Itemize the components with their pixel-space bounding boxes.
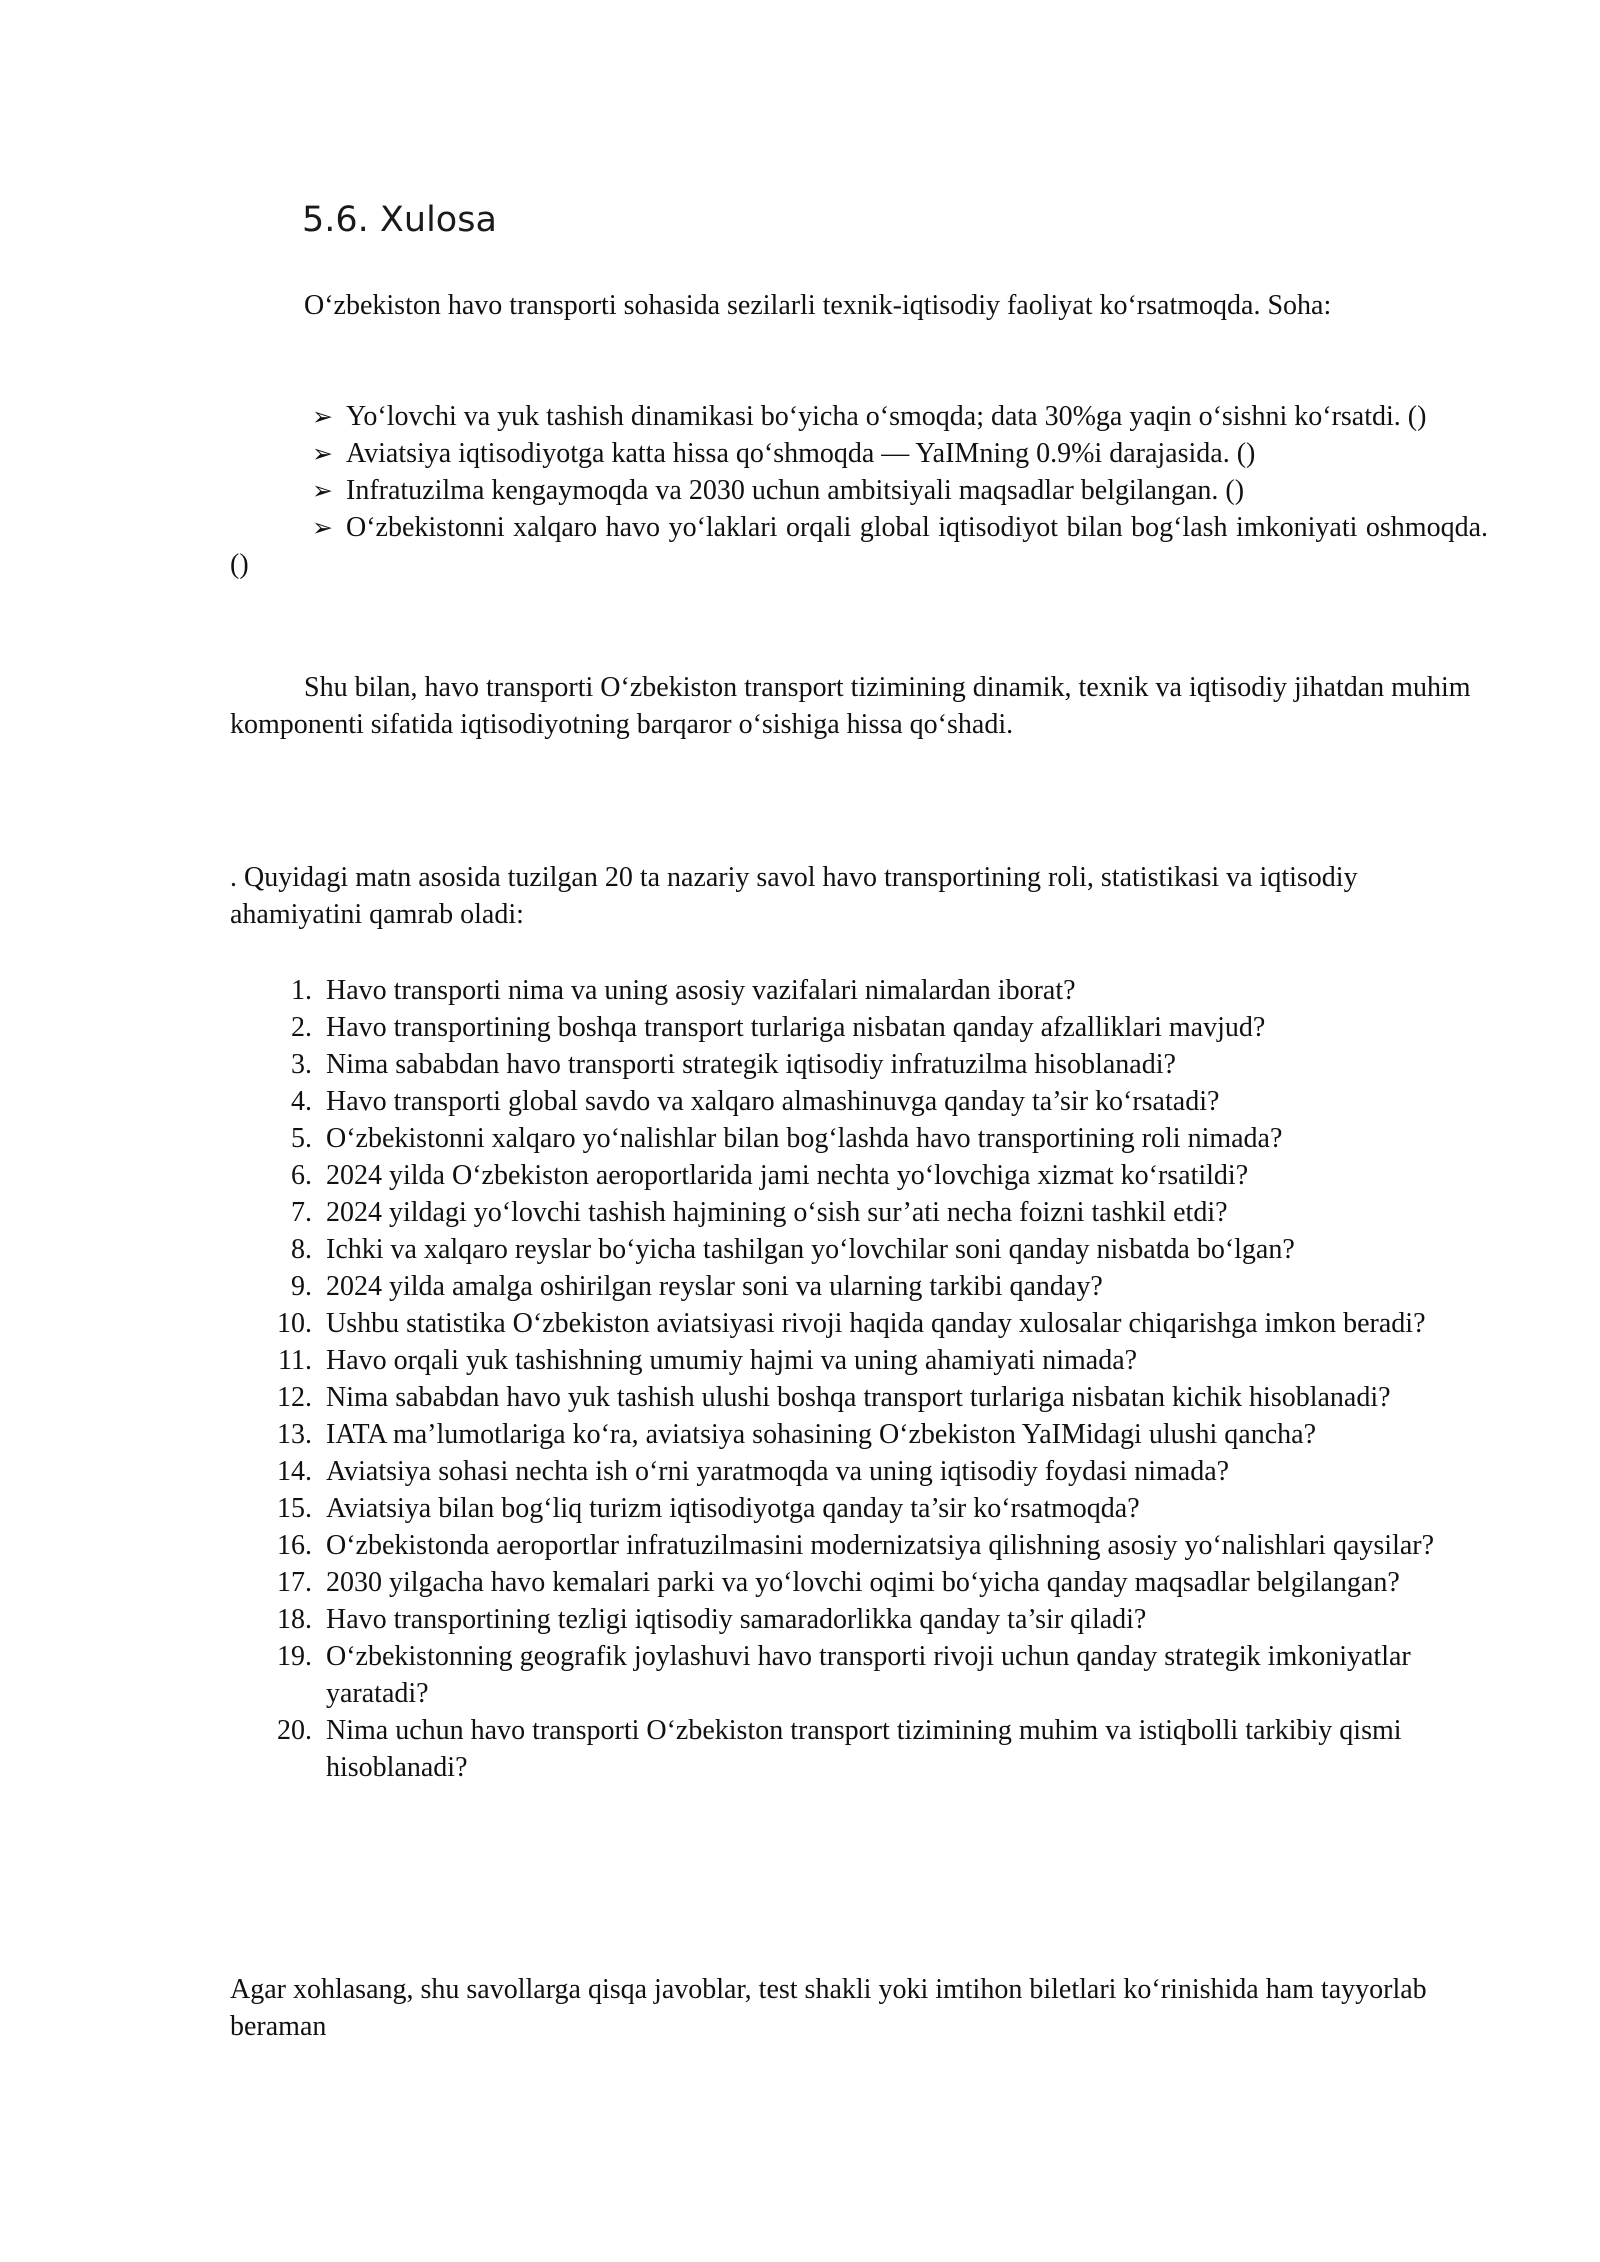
arrow-bullet-icon: ➢: [312, 513, 333, 542]
question-number: 14.: [277, 1456, 312, 1487]
arrow-bullet-icon: ➢: [312, 439, 333, 468]
question-number: 15.: [277, 1493, 312, 1524]
question-text: Havo transportining tezligi iqtisodiy samaradorlikka qanday ta’sir qiladi?: [326, 1604, 1147, 1635]
question-number: 10.: [277, 1308, 312, 1339]
arrow-bullet-icon: ➢: [312, 476, 333, 505]
question-item: [230, 1601, 1500, 1638]
section-heading: 5.6. Xulosa: [302, 200, 497, 240]
question-number: 2.: [291, 1012, 312, 1043]
closing-paragraph: Agar xohlasang, shu savollarga qisqa javoblar, test shakli yoki imtihon biletlari ko‘rinishida ham tayyorlab beraman: [230, 1974, 1427, 2042]
question-text: 2030 yilgacha havo kemalari parki va yo‘lovchi oqimi bo‘yicha qanday maqsadlar belgilangan?: [326, 1567, 1400, 1598]
question-item: [230, 1120, 1500, 1157]
question-item: [230, 972, 1500, 1009]
question-number: 5.: [291, 1123, 312, 1154]
question-item: [230, 1638, 1500, 1712]
question-item: [230, 1490, 1500, 1527]
question-text: Ushbu statistika O‘zbekiston aviatsiyasi rivoji haqida qanday xulosalar chiqarishga imkon beradi?: [326, 1308, 1426, 1339]
bullet-item: [230, 435, 1488, 472]
question-item: [230, 1083, 1500, 1120]
question-text: IATA ma’lumotlariga ko‘ra, aviatsiya sohasining O‘zbekiston YaIMidagi ulushi qancha?: [326, 1419, 1316, 1450]
question-number: 6.: [291, 1160, 312, 1191]
intro-paragraph: O‘zbekiston havo transporti sohasida sezilarli texnik-iqtisodiy faoliyat ko‘rsatmoqda. Soha:: [304, 290, 1332, 321]
question-number: 11.: [278, 1345, 312, 1376]
question-item: [230, 1527, 1500, 1564]
question-text: Aviatsiya sohasi nechta ish o‘rni yaratmoqda va uning iqtisodiy foydasi nimada?: [326, 1456, 1230, 1487]
summary-bullet-list: [230, 398, 1488, 583]
question-item: [230, 1712, 1500, 1786]
arrow-bullet-icon: ➢: [312, 402, 333, 431]
question-text: 2024 yildagi yo‘lovchi tashish hajmining o‘sish sur’ati necha foizni tashkil etdi?: [326, 1197, 1228, 1228]
question-number: 9.: [291, 1271, 312, 1302]
question-text: Nima sababdan havo yuk tashish ulushi boshqa transport turlariga nisbatan kichik hisoblanadi?: [326, 1382, 1391, 1413]
question-text: Havo transporti nima va uning asosiy vazifalari nimalardan iborat?: [326, 975, 1076, 1006]
question-item: [230, 1342, 1500, 1379]
question-number: 3.: [291, 1049, 312, 1080]
question-item: [230, 1194, 1500, 1231]
question-number: 13.: [277, 1419, 312, 1450]
question-number: 1.: [291, 975, 312, 1006]
bullet-item: [230, 398, 1488, 435]
question-number: 20.: [277, 1715, 312, 1746]
question-text: Aviatsiya bilan bog‘liq turizm iqtisodiyotga qanday ta’sir ko‘rsatmoqda?: [326, 1493, 1140, 1524]
conclusion-paragraph: Shu bilan, havo transporti O‘zbekiston transport tizimining dinamik, texnik va iqtisodiy jihatdan muhim komponenti sifatida iqtisodiyotning barqaror o‘sishiga hissa qo‘shadi.: [230, 672, 1471, 740]
question-item: [230, 1416, 1500, 1453]
question-number: 17.: [277, 1567, 312, 1598]
questions-intro: . Quyidagi matn asosida tuzilgan 20 ta nazariy savol havo transportining roli, statistikasi va iqtisodiy ahamiyatini qamrab oladi:: [230, 862, 1358, 930]
question-text: Ichki va xalqaro reyslar bo‘yicha tashilgan yo‘lovchilar soni qanday nisbatda bo‘lgan?: [326, 1234, 1295, 1265]
question-item: [230, 1305, 1500, 1342]
question-item: [230, 1379, 1500, 1416]
question-number: 4.: [291, 1086, 312, 1117]
question-number: 7.: [291, 1197, 312, 1228]
question-number: 8.: [291, 1234, 312, 1265]
question-item: [230, 1231, 1500, 1268]
question-text: Havo orqali yuk tashishning umumiy hajmi va uning ahamiyati nimada?: [326, 1345, 1138, 1376]
question-item: [230, 1046, 1500, 1083]
question-text: Havo transportining boshqa transport turlariga nisbatan qanday afzalliklari mavjud?: [326, 1012, 1266, 1043]
question-text: O‘zbekistonning geografik joylashuvi havo transporti rivoji uchun qanday strategik imkoniyatlar yaratadi?: [326, 1641, 1411, 1709]
question-item: [230, 1453, 1500, 1490]
question-item: [230, 1268, 1500, 1305]
question-item: [230, 1157, 1500, 1194]
question-item: [230, 1009, 1500, 1046]
bullet-item: [230, 509, 1488, 583]
bullet-text: Aviatsiya iqtisodiyotga katta hissa qo‘shmoqda — YaIMning 0.9%i darajasida. (): [346, 438, 1256, 469]
question-text: Nima sababdan havo transporti strategik iqtisodiy infratuzilma hisoblanadi?: [326, 1049, 1176, 1080]
question-number: 12.: [277, 1382, 312, 1413]
question-item: [230, 1564, 1500, 1601]
bullet-text: Yo‘lovchi va yuk tashish dinamikasi bo‘yicha o‘smoqda; data 30%ga yaqin o‘sishni ko‘rsatdi. (): [346, 401, 1427, 432]
question-text: O‘zbekistonni xalqaro yo‘nalishlar bilan bog‘lashda havo transportining roli nimada?: [326, 1123, 1283, 1154]
questions-list: [230, 972, 1500, 1786]
question-text: 2024 yilda amalga oshirilgan reyslar soni va ularning tarkibi qanday?: [326, 1271, 1103, 1302]
bullet-text: O‘zbekistonni xalqaro havo yo‘laklari orqali global iqtisodiyot bilan bog‘lash imkoniyati oshmoqda. (): [230, 512, 1488, 580]
question-text: 2024 yilda O‘zbekiston aeroportlarida jami nechta yo‘lovchiga xizmat ko‘rsatildi?: [326, 1160, 1249, 1191]
bullet-item: [230, 472, 1488, 509]
question-text: Havo transporti global savdo va xalqaro almashinuvga qanday ta’sir ko‘rsatadi?: [326, 1086, 1220, 1117]
question-text: O‘zbekistonda aeroportlar infratuzilmasini modernizatsiya qilishning asosiy yo‘nalishlari qaysilar?: [326, 1530, 1435, 1561]
question-number: 16.: [277, 1530, 312, 1561]
question-text: Nima uchun havo transporti O‘zbekiston transport tizimining muhim va istiqbolli tarkibiy qismi hisoblanadi?: [326, 1715, 1402, 1783]
question-number: 18.: [277, 1604, 312, 1635]
question-number: 19.: [277, 1641, 312, 1672]
bullet-text: Infratuzilma kengaymoqda va 2030 uchun ambitsiyali maqsadlar belgilangan. (): [346, 475, 1245, 506]
